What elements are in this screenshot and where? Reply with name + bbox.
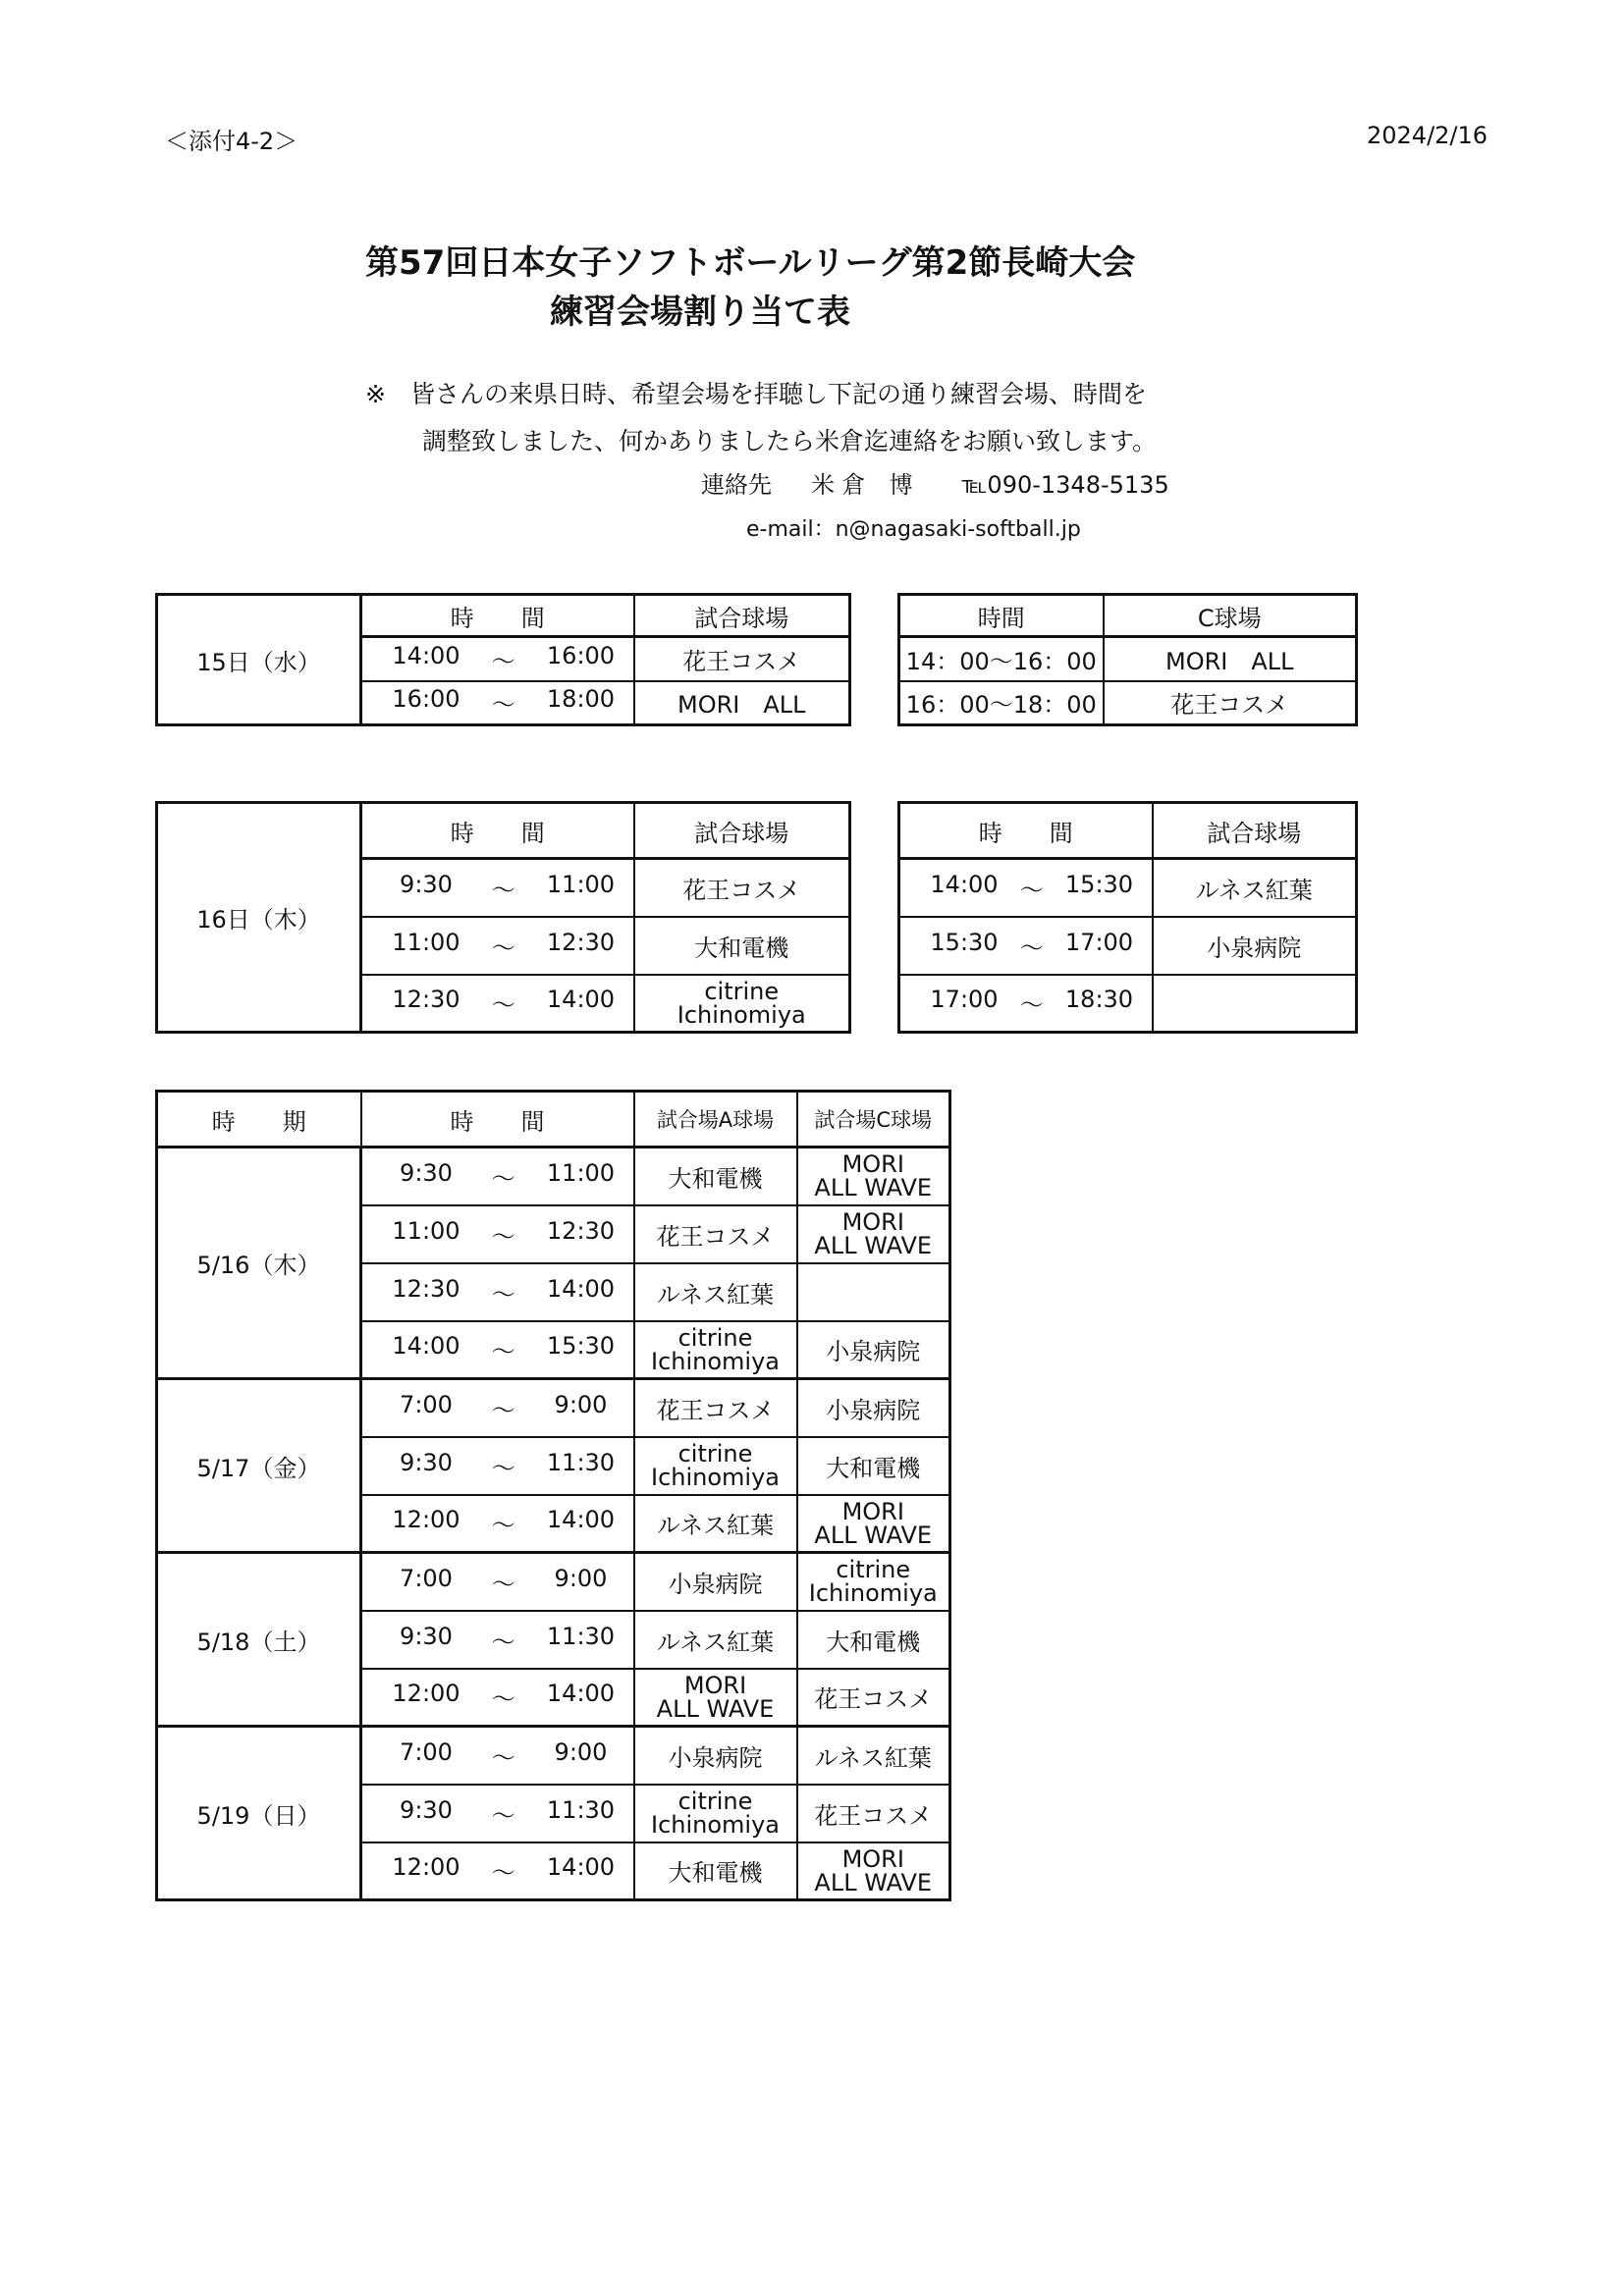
venue-line-1: citrine	[677, 1323, 753, 1352]
schedule-table-15	[155, 593, 851, 726]
venue-line-2: ALL WAVE	[814, 1521, 933, 1549]
contact-tel: ℡090-1348-5135	[961, 471, 1169, 499]
venue-line-2: Ichinomiya	[650, 1347, 780, 1375]
time-start: 14:00	[392, 641, 460, 669]
time-end: 11:00	[546, 1158, 616, 1187]
page-title: 第57回日本女子ソフトボールリーグ第2節長崎大会	[365, 243, 1136, 283]
time-start: 11:00	[392, 928, 460, 956]
venue-cell: 大和電機	[634, 917, 850, 975]
time-end: 18:30	[1064, 986, 1134, 1014]
time-sep: ～	[491, 647, 515, 675]
field-a-cell	[634, 1437, 797, 1495]
field-c-cell	[797, 1495, 950, 1553]
time-sep: ～	[491, 1859, 515, 1888]
field-c-cell	[797, 1148, 950, 1205]
venue-line-2: ALL WAVE	[814, 1232, 933, 1259]
time-end: 18:00	[546, 685, 616, 714]
venue-line-1: MORI	[841, 1208, 904, 1236]
field-c-cell: 大和電機	[797, 1437, 950, 1495]
venue-cell: 花王コスメ	[634, 637, 850, 681]
time-end: 11:30	[546, 1795, 616, 1824]
field-a-cell: 大和電機	[634, 1148, 797, 1205]
time-end: 14:00	[546, 1274, 616, 1303]
venue-line-2: ALL WAVE	[814, 1868, 933, 1896]
time-end: 12:30	[546, 1216, 616, 1245]
venue-cell: 花王コスメ	[634, 859, 850, 917]
time-end: 16:00	[546, 641, 616, 669]
time-start: 9:30	[400, 870, 453, 898]
venue-line-2: Ichinomiya	[650, 1811, 780, 1839]
time-start: 14:00	[930, 870, 999, 898]
venue-line-2: Ichinomiya	[808, 1579, 938, 1608]
header-venue: 試合球場	[1153, 803, 1357, 859]
field-a-cell	[634, 1321, 797, 1379]
time-end: 17:00	[1064, 928, 1134, 956]
header-venue: 試合球場	[634, 595, 850, 637]
venue-line-1: MORI	[841, 1844, 904, 1873]
period-cell: 5/16（木）	[157, 1148, 361, 1379]
time-sep: ～	[491, 1396, 515, 1424]
notice-line-2: 調整致しました、何かありましたら米倉迄連絡をお願い致します。	[422, 427, 1158, 455]
time-sep: ～	[491, 1222, 515, 1251]
venue-line-2: Ichinomiya	[650, 1464, 780, 1491]
header-period: 時 期	[157, 1092, 361, 1148]
time-start: 15:30	[930, 928, 999, 956]
time-end: 9:00	[554, 1390, 608, 1418]
time-start: 12:00	[392, 1853, 460, 1882]
time-end: 15:30	[546, 1332, 616, 1361]
field-a-cell: ルネス紅葉	[634, 1611, 797, 1669]
time-end: 14:00	[546, 1680, 616, 1708]
field-c-cell	[797, 1263, 950, 1321]
venue-line-1: citrine	[704, 977, 780, 1005]
header-time: 時 間	[361, 1092, 634, 1148]
time-end: 9:00	[554, 1737, 608, 1766]
time-start: 17:00	[930, 986, 999, 1014]
attachment-label: ＜添付4-2＞	[165, 128, 298, 155]
time-sep: ～	[491, 1743, 515, 1772]
table-row	[899, 917, 1357, 975]
time-sep: ～	[491, 691, 515, 720]
contact-email: e-mail：n@nagasaki-softball.jp	[746, 517, 1081, 542]
time-sep: ～	[491, 1338, 515, 1366]
header-time: 時 間	[361, 803, 634, 859]
field-a-cell: 大和電機	[634, 1842, 797, 1900]
time-sep: ～	[1019, 876, 1044, 904]
time-end: 14:00	[546, 1506, 616, 1534]
period-cell: 5/17（金）	[157, 1379, 361, 1553]
period-cell: 5/18（土）	[157, 1553, 361, 1727]
field-c-cell: 花王コスメ	[797, 1669, 950, 1727]
field-c-cell: ルネス紅葉	[797, 1727, 950, 1785]
venue-line-1: MORI	[841, 1150, 904, 1179]
table-row	[899, 975, 1357, 1033]
field-a-cell: 花王コスメ	[634, 1379, 797, 1437]
time-start: 9:30	[400, 1158, 453, 1187]
time-end: 12:30	[546, 928, 616, 956]
time-sep: ～	[1019, 934, 1044, 962]
time-start: 7:00	[400, 1737, 453, 1766]
field-c-cell: 大和電機	[797, 1611, 950, 1669]
header-venue: C球場	[1104, 595, 1357, 637]
time-start: 12:00	[392, 1506, 460, 1534]
venue-line-1: citrine	[677, 1440, 753, 1468]
time-sep: ～	[491, 1164, 515, 1193]
time-end: 9:00	[554, 1564, 608, 1592]
time-start: 16:00	[392, 685, 460, 714]
contact-label: 連絡先	[701, 471, 772, 499]
time-sep: ～	[491, 1685, 515, 1714]
time-sep: ～	[1019, 991, 1044, 1020]
time-end: 11:00	[546, 870, 616, 898]
time-sep: ～	[491, 1280, 515, 1308]
field-c-cell	[797, 1205, 950, 1263]
time-start: 12:30	[392, 1274, 460, 1303]
time-sep: ～	[491, 1628, 515, 1656]
venue-line-1: citrine	[677, 1788, 753, 1815]
table-row	[157, 1727, 950, 1785]
header-venue: 試合球場	[634, 803, 850, 859]
venue-line-2: ALL WAVE	[656, 1694, 775, 1723]
main-table-body	[157, 1148, 950, 1900]
schedule-table-16	[155, 801, 851, 1034]
notice-line-1: ※ 皆さんの来県日時、希望会場を拝聴し下記の通り練習会場、時間を	[365, 380, 1147, 408]
venue-line-1: citrine	[836, 1556, 911, 1584]
field-a-cell	[634, 1669, 797, 1727]
venue-line-1: MORI	[683, 1671, 747, 1699]
venue-cell: ルネス紅葉	[1153, 859, 1357, 917]
time-start: 9:30	[400, 1795, 453, 1824]
time-start: 12:30	[392, 986, 460, 1014]
field-a-cell	[634, 1785, 797, 1842]
field-a-cell: ルネス紅葉	[634, 1495, 797, 1553]
venue-line-2: Ichinomiya	[677, 1000, 806, 1029]
venue-cell	[1153, 975, 1357, 1033]
field-a-cell: 小泉病院	[634, 1553, 797, 1611]
time-start: 9:30	[400, 1448, 453, 1476]
time-sep: ～	[491, 1570, 515, 1598]
header-time: 時 間	[361, 595, 634, 637]
table-row	[899, 859, 1357, 917]
time-start: 12:00	[392, 1680, 460, 1708]
table-row	[157, 1379, 950, 1437]
time-end: 11:30	[546, 1448, 616, 1476]
field-c-cell: 小泉病院	[797, 1379, 950, 1437]
time-end: 14:00	[546, 986, 616, 1014]
venue-cell	[634, 975, 850, 1033]
field-c-cell	[797, 1553, 950, 1611]
time-cell: 14：00～16：00	[899, 637, 1104, 681]
table-row	[899, 637, 1357, 681]
period-cell: 5/19（日）	[157, 1727, 361, 1900]
time-sep: ～	[491, 1454, 515, 1482]
field-c-cell: 小泉病院	[797, 1321, 950, 1379]
contact-line	[701, 465, 1169, 500]
header-time: 時 間	[899, 803, 1153, 859]
document-date: 2024/2/16	[1367, 122, 1489, 149]
venue-cell: MORI ALL	[634, 681, 850, 725]
time-start: 7:00	[400, 1564, 453, 1592]
field-a-cell: 花王コスメ	[634, 1205, 797, 1263]
venue-line-1: MORI	[841, 1497, 904, 1525]
venue-cell: 小泉病院	[1153, 917, 1357, 975]
field-c-cell: 花王コスメ	[797, 1785, 950, 1842]
field-a-cell: ルネス紅葉	[634, 1263, 797, 1321]
day-cell: 16日（木）	[157, 803, 361, 1033]
header-field-c: 試合場C球場	[797, 1092, 950, 1148]
page-subtitle: 練習会場割り当て表	[550, 293, 850, 332]
time-sep: ～	[491, 876, 515, 904]
time-start: 11:00	[392, 1216, 460, 1245]
header-time: 時間	[899, 595, 1104, 637]
table-row	[157, 1553, 950, 1611]
time-start: 9:30	[400, 1622, 453, 1650]
field-c-cell	[797, 1842, 950, 1900]
time-start: 14:00	[392, 1332, 460, 1361]
time-end: 15:30	[1064, 870, 1134, 898]
time-sep: ～	[491, 934, 515, 962]
schedule-table-15-c	[897, 593, 1358, 726]
time-sep: ～	[491, 1512, 515, 1540]
venue-line-2: ALL WAVE	[814, 1174, 933, 1202]
day-cell: 15日（水）	[157, 595, 361, 725]
time-end: 11:30	[546, 1622, 616, 1650]
header-field-a: 試合場A球場	[634, 1092, 797, 1148]
venue-cell: 花王コスメ	[1104, 681, 1357, 725]
time-cell: 16：00～18：00	[899, 681, 1104, 725]
time-start: 7:00	[400, 1390, 453, 1418]
time-sep: ～	[491, 991, 515, 1020]
field-a-cell: 小泉病院	[634, 1727, 797, 1785]
venue-cell: MORI ALL	[1104, 637, 1357, 681]
time-sep: ～	[491, 1801, 515, 1830]
contact-name: 米 倉 博	[811, 471, 913, 499]
schedule-table-16-b	[897, 801, 1358, 1034]
main-schedule-table	[155, 1090, 951, 1901]
table-row	[157, 1148, 950, 1205]
time-end: 14:00	[546, 1853, 616, 1882]
table-row	[899, 681, 1357, 725]
